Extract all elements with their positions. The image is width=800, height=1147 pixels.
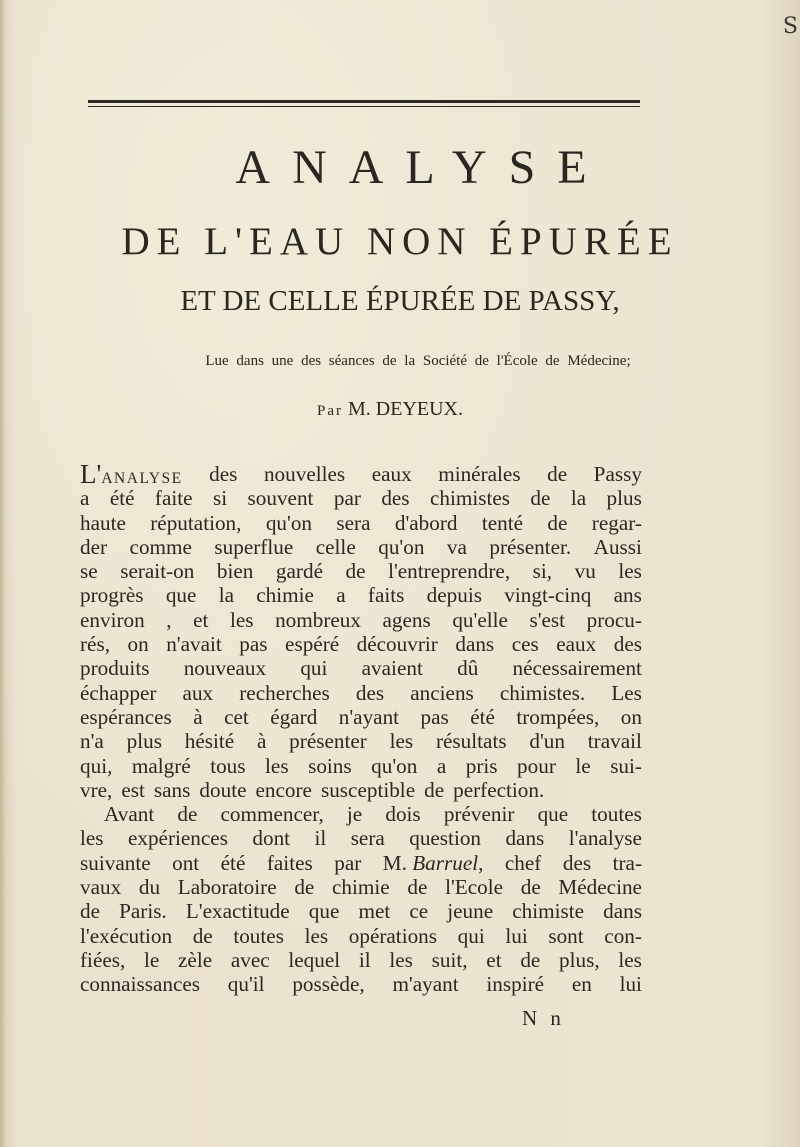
text-line [80, 826, 642, 850]
word: fiées, [80, 947, 126, 972]
word: comme [129, 534, 192, 559]
word: dû [457, 656, 479, 681]
word: serait-on [120, 559, 195, 584]
text-line [80, 681, 642, 705]
word: les [304, 923, 329, 948]
text-line [80, 802, 642, 826]
word: celle [315, 534, 356, 559]
text-line [80, 583, 642, 607]
word: espérances [80, 704, 172, 729]
word: il [314, 826, 327, 851]
text-line [80, 924, 642, 948]
word: tra- [612, 850, 642, 875]
word: chimistes [429, 486, 511, 511]
word: faite [154, 486, 193, 511]
word: plus [606, 486, 642, 511]
word: question [409, 826, 482, 851]
initial-word: ANALYSE [101, 470, 183, 487]
word: cet [224, 704, 249, 729]
word: minérales [438, 462, 521, 486]
word: inspiré [486, 972, 545, 997]
word: expériences [127, 826, 228, 851]
word: Les [611, 680, 642, 705]
text-line [80, 486, 642, 510]
word: qu'on [265, 510, 313, 535]
word: de [294, 875, 315, 900]
word: vu [574, 559, 596, 584]
word: Passy [593, 462, 642, 486]
word: de [520, 875, 541, 900]
word: la [570, 486, 587, 511]
word: depuis [426, 583, 482, 608]
header-rule [88, 100, 640, 107]
text-line [80, 705, 642, 729]
word: des [562, 850, 592, 875]
word: avec [230, 947, 270, 972]
word: opérations [348, 923, 438, 948]
word: procu- [586, 607, 642, 632]
word: chef [504, 850, 542, 875]
word: les [618, 947, 642, 972]
word: plus, [559, 947, 600, 972]
word: suit, [431, 947, 468, 972]
word: dois [385, 802, 421, 827]
word: que [308, 899, 340, 924]
word: s'est [529, 607, 566, 632]
title-line-2: DE L'EAU NON ÉPURÉE [121, 220, 679, 263]
text-line [80, 459, 642, 489]
word: de [345, 559, 366, 584]
word: der [80, 534, 108, 559]
word: dans [455, 632, 495, 657]
word: encore [255, 777, 312, 802]
word: lequel [288, 947, 341, 972]
word: toutes [233, 923, 284, 948]
text-line [80, 632, 642, 656]
word: les [229, 607, 254, 632]
word: par [334, 850, 362, 875]
word: travail [587, 729, 642, 754]
word: par [333, 486, 361, 511]
word: la [218, 583, 234, 608]
word: qu'on [378, 534, 425, 559]
word: faits [367, 583, 405, 608]
signature-mark: N n [522, 1006, 565, 1030]
author-line [0, 398, 790, 421]
word: égard [270, 704, 318, 729]
text-line [80, 511, 642, 535]
word: pas [420, 704, 449, 729]
word: ce [409, 899, 429, 924]
word: ans [613, 583, 642, 608]
word: anciens [410, 680, 474, 705]
word: l'exécution [80, 923, 173, 948]
word: M. [382, 850, 407, 875]
word: Laboratoire [177, 875, 277, 900]
word: été [220, 850, 246, 875]
word: qu'elle [452, 607, 508, 632]
word: soins [308, 753, 352, 778]
word: bien [216, 559, 254, 584]
word: recherches [239, 680, 330, 705]
word: , [478, 850, 484, 875]
word: met [358, 899, 391, 924]
word: L'exactitude [185, 899, 290, 924]
word: nouveaux [183, 656, 267, 681]
word: qui [300, 656, 328, 681]
word: si [212, 486, 228, 511]
word: découvrir [356, 632, 438, 657]
text-line [80, 875, 642, 899]
word: nombreux [275, 607, 361, 632]
word: suivante [80, 850, 151, 875]
word-with-name [383, 851, 484, 875]
word: de [547, 510, 568, 535]
word: que [165, 583, 197, 608]
word: rés, [80, 632, 111, 657]
word: qui [457, 923, 485, 948]
word: des [355, 680, 385, 705]
word: de [424, 777, 445, 802]
word: présenter. [489, 534, 572, 559]
word: les [389, 947, 413, 972]
word: zèle [178, 947, 213, 972]
word: environ [80, 607, 145, 632]
word: prévenir [443, 802, 515, 827]
word: avaient [361, 656, 423, 681]
word: n'a [80, 729, 104, 754]
word: se [80, 559, 98, 584]
word: , [166, 607, 172, 632]
word: Médecine [558, 875, 642, 900]
word: d'un [529, 729, 565, 754]
word: connaissances [80, 972, 201, 997]
text-line [80, 754, 642, 778]
word: de [192, 923, 213, 948]
word: chimie [256, 583, 314, 608]
word: lui [505, 923, 528, 948]
word: n'ayant [338, 704, 400, 729]
word: agens [382, 607, 431, 632]
word: dans [603, 899, 642, 924]
word: Avant [104, 802, 155, 827]
word: produits [80, 656, 150, 681]
word: lui [619, 972, 642, 997]
initial-letter: L' [80, 459, 102, 489]
word: et [193, 607, 209, 632]
word: chimie [332, 875, 390, 900]
word: qui, [80, 753, 113, 778]
word: été [470, 704, 495, 729]
word: à [193, 704, 203, 729]
word: et [486, 947, 502, 972]
text-line [80, 656, 642, 680]
author-prefix: Par [317, 403, 343, 419]
word: ces [511, 632, 539, 657]
word: il [358, 947, 371, 972]
word: les [389, 729, 414, 754]
word: sera [350, 826, 385, 851]
word: l'entreprendre, [388, 559, 511, 584]
word: plus [126, 729, 162, 754]
word: doute [199, 777, 247, 802]
word: gardé [275, 559, 323, 584]
word: espéré [285, 632, 340, 657]
text-line [80, 559, 642, 583]
text-line [80, 972, 642, 996]
word: je [346, 802, 363, 827]
word: superflue [214, 534, 294, 559]
word: eaux [556, 632, 597, 657]
corner-mark: S [782, 14, 798, 39]
word: dans [505, 826, 545, 851]
word: a [336, 583, 346, 608]
word: qu'on [371, 753, 418, 778]
word: qu'il [227, 972, 265, 997]
word: les [618, 559, 642, 584]
word: de [80, 899, 100, 924]
word: m'ayant [392, 972, 459, 997]
text-line [80, 608, 642, 632]
word: n'avait [166, 632, 222, 657]
word: Paris. [119, 899, 167, 924]
word: des [381, 486, 410, 511]
text-line [80, 899, 642, 923]
word: souvent [247, 486, 314, 511]
word: résultats [435, 729, 507, 754]
word: les [80, 826, 104, 851]
word: susceptible [320, 777, 416, 802]
word: trompées, [516, 704, 600, 729]
word: jeune [447, 899, 494, 924]
word: Aussi [593, 534, 642, 559]
text-line [80, 778, 642, 802]
word: eaux [371, 462, 412, 486]
word: progrès [80, 583, 144, 608]
word: à [256, 729, 267, 754]
word: a [80, 486, 90, 511]
title-line-1: ANALYSE [235, 141, 609, 194]
word: pour [517, 753, 556, 778]
word: l'Ecole [445, 875, 504, 900]
title-line-3: ET DE CELLE ÉPURÉE DE PASSY, [180, 285, 620, 317]
word: de [547, 462, 568, 486]
word: des [613, 632, 642, 657]
word: chimistes. [499, 680, 586, 705]
text-line [80, 729, 642, 753]
word: de [530, 486, 551, 511]
word: du [138, 875, 161, 900]
word: nécessairement [512, 656, 642, 681]
word: possède, [292, 972, 365, 997]
word: haute [80, 510, 126, 535]
word: tenté [481, 510, 524, 535]
word: tous [210, 753, 246, 778]
word: des [209, 462, 238, 486]
word: commencer, [220, 802, 324, 827]
body-text [80, 459, 642, 997]
word: aux [182, 680, 214, 705]
word: malgré [131, 753, 191, 778]
text-line [80, 535, 642, 559]
word: on [620, 704, 642, 729]
word: de [520, 947, 541, 972]
word: pas [239, 632, 268, 657]
subtitle: Lue dans une des séances de la Société de l'École de Médecine; [205, 353, 631, 369]
word: toutes [591, 802, 642, 827]
word: con- [604, 923, 642, 948]
word: sans [153, 777, 191, 802]
word: présenter [289, 729, 367, 754]
word: que [537, 802, 569, 827]
word: été [109, 486, 135, 511]
word: vaux [80, 875, 122, 900]
word: sera [336, 510, 371, 535]
word: perfection. [453, 777, 545, 802]
word: de [177, 802, 198, 827]
word: d'abord [394, 510, 458, 535]
word: a [436, 753, 447, 778]
text-line [80, 851, 642, 875]
word: sui- [610, 753, 642, 778]
person-name: Barruel [412, 850, 479, 875]
opening-words [80, 459, 183, 489]
word: on [127, 632, 149, 657]
text-line [80, 948, 642, 972]
word: faites [266, 850, 313, 875]
word: sont [548, 923, 584, 948]
word: dont [252, 826, 291, 851]
word: réputation, [150, 510, 242, 535]
word: vingt-cinq [504, 583, 592, 608]
word: les [265, 753, 289, 778]
word: le [144, 947, 160, 972]
word: vre, [80, 777, 113, 802]
word: pris [465, 753, 498, 778]
word: chimiste [512, 899, 585, 924]
word: est [121, 777, 145, 802]
word: nouvelles [263, 462, 346, 486]
author-name: M. DEYEUX. [348, 398, 463, 420]
word: l'analyse [568, 826, 642, 851]
word: de [407, 875, 428, 900]
word: ont [172, 850, 200, 875]
word: si, [532, 559, 553, 584]
word: échapper [80, 680, 157, 705]
word: regar- [591, 510, 642, 535]
word: le [575, 753, 591, 778]
word: hésité [184, 729, 235, 754]
word: va [446, 534, 467, 559]
word: en [571, 972, 592, 997]
